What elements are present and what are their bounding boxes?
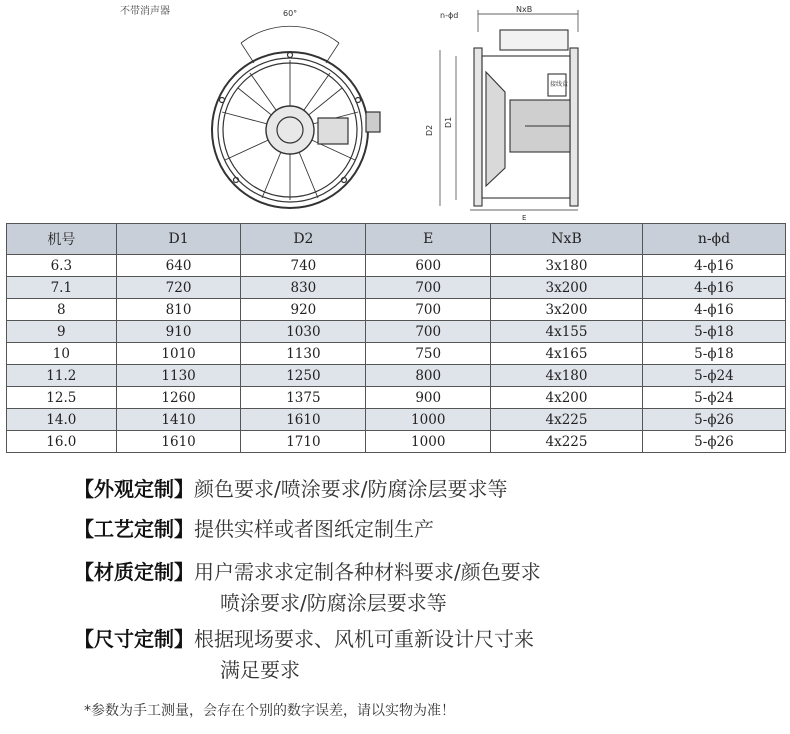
custom-tag: 【尺寸定制】 — [74, 627, 194, 651]
cell: 720 — [116, 277, 241, 299]
n-d-label: n-ϕd — [440, 11, 459, 20]
spec-table — [6, 223, 786, 453]
cell: 900 — [366, 387, 491, 409]
custom-process — [74, 514, 434, 545]
custom-text-cont: 满足要求 — [220, 658, 300, 682]
cell: 800 — [366, 365, 491, 387]
cell: 1000 — [366, 409, 491, 431]
cell: 5-ϕ24 — [642, 365, 785, 387]
col-header-e: E — [366, 224, 491, 255]
table-row — [7, 299, 786, 321]
cell: 700 — [366, 321, 491, 343]
d1-label: D1 — [444, 116, 453, 128]
drawing-caption: 不带消声器 — [120, 6, 170, 17]
col-header-model: 机号 — [7, 224, 117, 255]
cell: 1010 — [116, 343, 241, 365]
table-row — [7, 343, 786, 365]
d2-label: D2 — [425, 124, 434, 136]
cell: 600 — [366, 255, 491, 277]
table-header-row — [7, 224, 786, 255]
table-row — [7, 277, 786, 299]
cell: 1610 — [241, 409, 366, 431]
table-row — [7, 255, 786, 277]
col-header-d2: D2 — [241, 224, 366, 255]
disclaimer-note: *参数为手工测量，会存在个别的数字误差，请以实物为准！ — [84, 703, 455, 719]
cell: 700 — [366, 299, 491, 321]
custom-material — [74, 557, 541, 619]
cell: 4x155 — [491, 321, 643, 343]
cell: 14.0 — [7, 409, 117, 431]
custom-text: 提供实样或者图纸定制生产 — [194, 517, 434, 541]
cell: 5-ϕ18 — [642, 321, 785, 343]
table-row — [7, 365, 786, 387]
custom-text: 根据现场要求、风机可重新设计尺寸来 — [194, 627, 534, 651]
cell: 4x225 — [491, 431, 643, 453]
table-row — [7, 387, 786, 409]
table-row — [7, 409, 786, 431]
custom-appearance — [74, 474, 507, 505]
cell: 6.3 — [7, 255, 117, 277]
cell: 4x225 — [491, 409, 643, 431]
custom-tag: 【材质定制】 — [74, 560, 194, 584]
cell: 12.5 — [7, 387, 117, 409]
cell: 920 — [241, 299, 366, 321]
cell: 3x200 — [491, 299, 643, 321]
cell: 810 — [116, 299, 241, 321]
side-view — [440, 10, 578, 210]
cell: 10 — [7, 343, 117, 365]
cell: 1410 — [116, 409, 241, 431]
nxb-label: NxB — [516, 5, 533, 14]
front-view — [212, 26, 380, 208]
cell: 5-ϕ24 — [642, 387, 785, 409]
cell: 1375 — [241, 387, 366, 409]
junction-box-label: 接线盒 — [550, 81, 569, 88]
cell: 4-ϕ16 — [642, 299, 785, 321]
cell: 910 — [116, 321, 241, 343]
cell: 4-ϕ16 — [642, 255, 785, 277]
table-row — [7, 431, 786, 453]
angle-label: 60° — [283, 9, 298, 18]
cell: 700 — [366, 277, 491, 299]
cell: 1000 — [366, 431, 491, 453]
col-header-nd: n-ϕd — [642, 224, 785, 255]
custom-size — [74, 624, 534, 686]
cell: 1130 — [116, 365, 241, 387]
custom-text-cont: 喷涂要求/防腐涂层要求等 — [220, 591, 447, 615]
table-row — [7, 321, 786, 343]
cell: 1710 — [241, 431, 366, 453]
cell: 1250 — [241, 365, 366, 387]
cell: 3x200 — [491, 277, 643, 299]
col-header-nxb: NxB — [491, 224, 643, 255]
cell: 4x180 — [491, 365, 643, 387]
cell: 1030 — [241, 321, 366, 343]
custom-text: 颜色要求/喷涂要求/防腐涂层要求等 — [194, 477, 508, 501]
fan-technical-drawing — [0, 0, 790, 222]
custom-tag: 【外观定制】 — [74, 477, 194, 501]
cell: 5-ϕ18 — [642, 343, 785, 365]
cell: 9 — [7, 321, 117, 343]
cell: 1260 — [116, 387, 241, 409]
cell: 5-ϕ26 — [642, 409, 785, 431]
cell: 4x200 — [491, 387, 643, 409]
cell: 640 — [116, 255, 241, 277]
custom-tag: 【工艺定制】 — [74, 517, 194, 541]
cell: 7.1 — [7, 277, 117, 299]
cell: 8 — [7, 299, 117, 321]
e-label: E — [522, 214, 527, 222]
cell: 1130 — [241, 343, 366, 365]
cell: 4-ϕ16 — [642, 277, 785, 299]
cell: 5-ϕ26 — [642, 431, 785, 453]
cell: 750 — [366, 343, 491, 365]
cell: 740 — [241, 255, 366, 277]
cell: 16.0 — [7, 431, 117, 453]
cell: 4x165 — [491, 343, 643, 365]
col-header-d1: D1 — [116, 224, 241, 255]
cell: 830 — [241, 277, 366, 299]
cell: 3x180 — [491, 255, 643, 277]
cell: 1610 — [116, 431, 241, 453]
custom-text: 用户需求求定制各种材料要求/颜色要求 — [194, 560, 541, 584]
cell: 11.2 — [7, 365, 117, 387]
